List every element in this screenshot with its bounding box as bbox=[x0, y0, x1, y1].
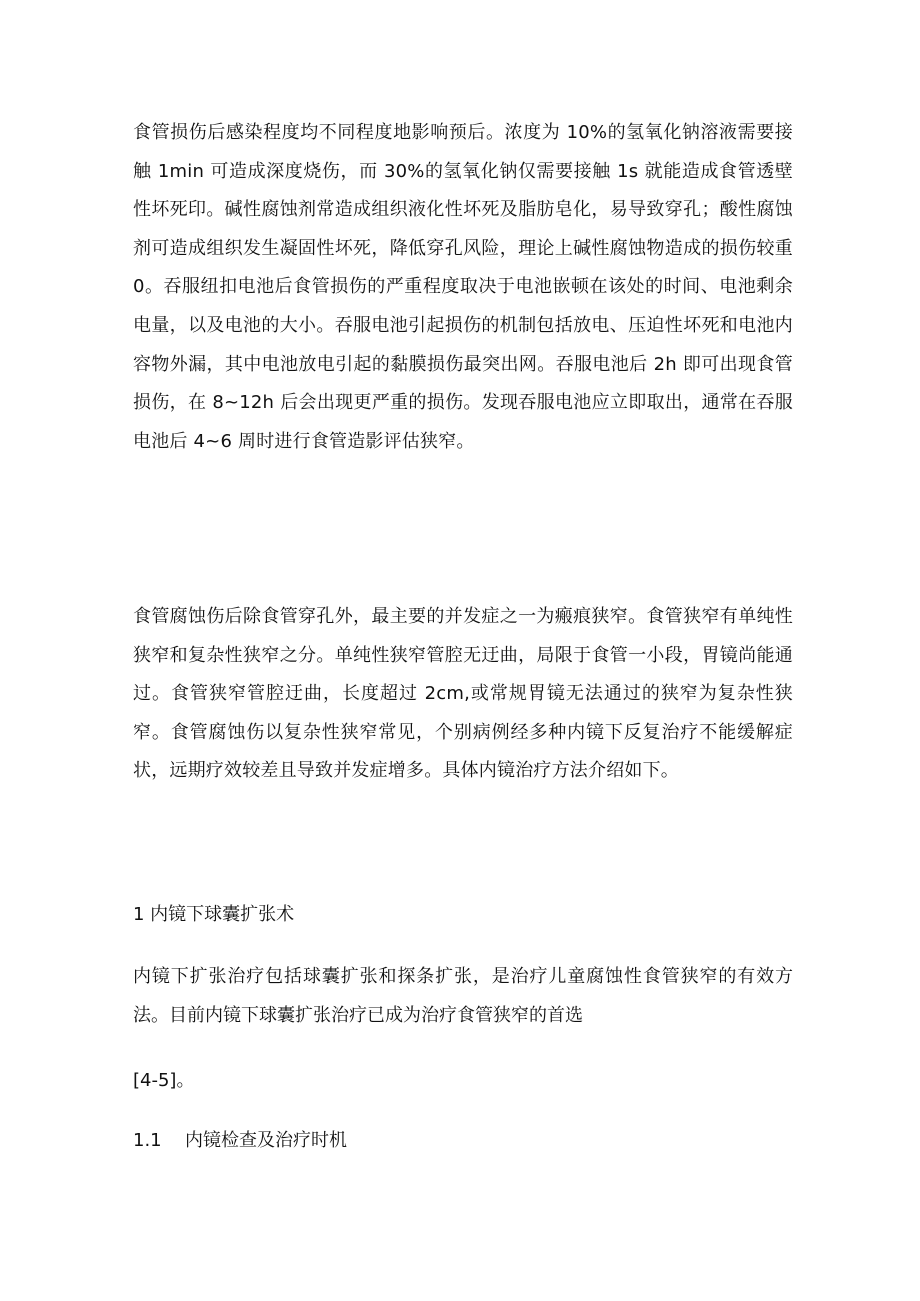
body-paragraph: 内镜下扩张治疗包括球囊扩张和探条扩张，是治疗儿童腐蚀性食管狭窄的有效方法。目前内镜下球囊扩张治疗已成为治疗食管狭窄的首选 bbox=[133, 966, 793, 1026]
body-paragraph: 食管损伤后感染程度均不同程度地影响预后。浓度为 10%的氢氧化钠溶液需要接触 1min 可造成深度烧伤，而 30%的氢氧化钠仅需要接触 1s 就能造成食管透壁性坏死印。碱性腐蚀剂常造成组织液化性坏死及脂肪皂化，易导致穿孔；酸性腐蚀剂可造成组织发生凝固性坏死，降低穿孔风险，理论上碱性腐蚀物造成的损伤较重 0。吞服纽扣电池后食管损伤的严重程度取决于电池嵌顿在该处的时间、电池剩余电量，以及电池的大小。吞服电池引起损伤的机制包括放电、压迫性坏死和电池内容物外漏，其中电池放电引起的黏膜损伤最突出网。吞服电池后 2h 即可出现食管损伤，在 8~12h 后会出现更严重的损伤。发现吞服电池应立即取出，通常在吞服电池后 4~6 周时进行食管造影评估狭窄。 bbox=[133, 122, 793, 452]
subsection-title: 内镜检查及治疗时机 bbox=[185, 1130, 347, 1151]
section-heading: 1 内镜下球囊扩张术 bbox=[133, 904, 295, 925]
subsection-number: 1.1 bbox=[133, 1130, 162, 1151]
citation-reference: [4-5]。 bbox=[133, 1070, 195, 1091]
body-paragraph: 食管腐蚀伤后除食管穿孔外，最主要的并发症之一为瘢痕狭窄。食管狭窄有单纯性狭窄和复杂性狭窄之分。单纯性狭窄管腔无迂曲，局限于食管一小段，胃镜尚能通过。食管狭窄管腔迂曲，长度超过 2cm,或常规胃镜无法通过的狭窄为复杂性狭窄。食管腐蚀伤以复杂性狭窄常见，个别病例经多种内镜下反复治疗不能缓解症状，远期疗效较差且导致并发症增多。具体内镜治疗方法介绍如下。 bbox=[133, 606, 793, 782]
subsection-heading bbox=[133, 1126, 793, 1156]
